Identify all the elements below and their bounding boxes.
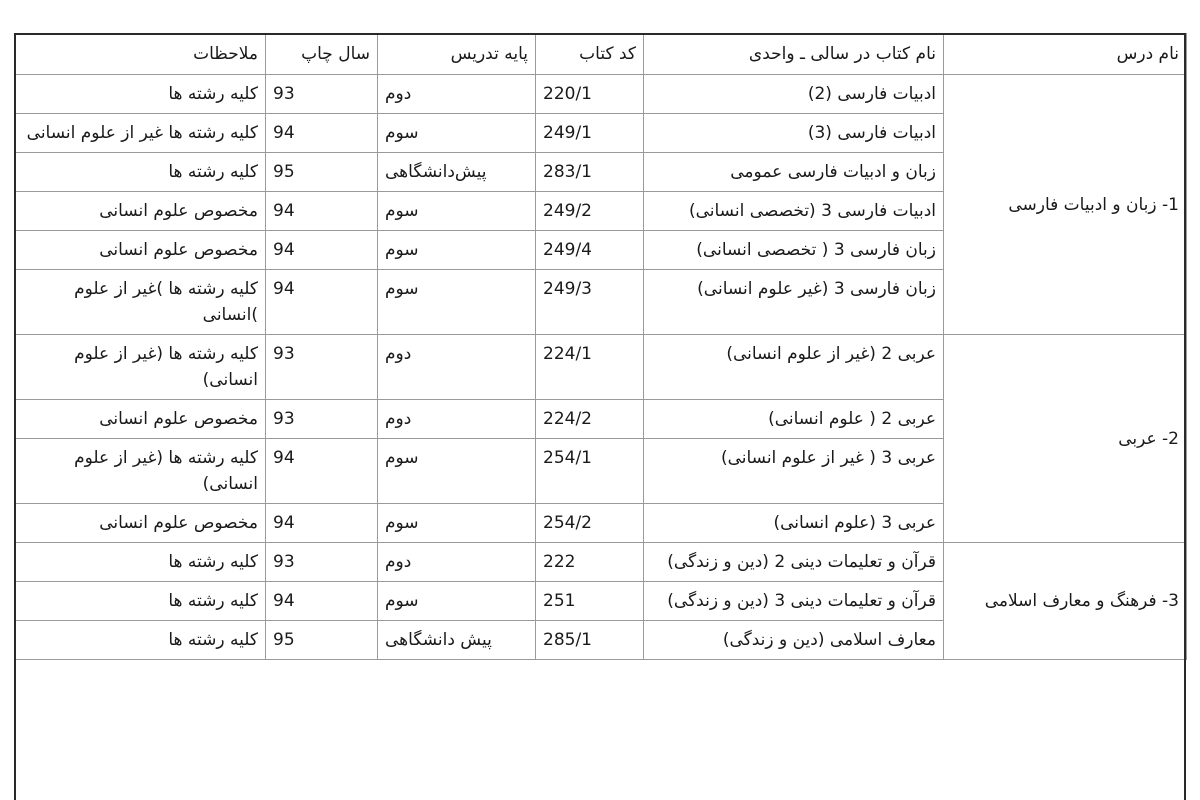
book-name-cell: قرآن و تعلیمات دینی 3 (دین و زندگی) [644, 582, 944, 621]
book-code-cell: 249/4 [536, 231, 644, 270]
book-code-cell: 285/1 [536, 621, 644, 660]
table-row [15, 335, 1187, 400]
grade-cell: دوم [378, 400, 536, 439]
grade-cell: سوم [378, 582, 536, 621]
subject-cell: 3- فرهنگ و معارف اسلامی [944, 543, 1187, 660]
book-name-cell: عربی 2 (غیر از علوم انسانی) [644, 335, 944, 400]
notes-cell: کلیه رشته ها (غیر از علوم انسانی) [15, 335, 266, 400]
notes-cell: کلیه رشته ها [15, 153, 266, 192]
book-name-cell: عربی 2 ( علوم انسانی) [644, 400, 944, 439]
book-name-cell: زبان فارسی 3 ( تخصصی انسانی) [644, 231, 944, 270]
grade-cell: سوم [378, 192, 536, 231]
print-year-cell: 95 [266, 621, 378, 660]
table-body [15, 75, 1187, 660]
header-book-name: نام کتاب در سالی ـ واحدی [644, 34, 944, 75]
book-name-cell: زبان و ادبیات فارسی عمومی [644, 153, 944, 192]
print-year-cell: 93 [266, 400, 378, 439]
book-name-cell: ادبیات فارسی 3 (تخصصی انسانی) [644, 192, 944, 231]
book-code-cell: 254/1 [536, 439, 644, 504]
grade-cell: سوم [378, 114, 536, 153]
header-grade: پایه تدریس [378, 34, 536, 75]
book-code-cell: 249/3 [536, 270, 644, 335]
print-year-cell: 94 [266, 439, 378, 504]
table-row [15, 543, 1187, 582]
notes-cell: کلیه رشته ها [15, 621, 266, 660]
book-name-cell: زبان فارسی 3 (غیر علوم انسانی) [644, 270, 944, 335]
notes-cell: کلیه رشته ها [15, 582, 266, 621]
print-year-cell: 95 [266, 153, 378, 192]
print-year-cell: 94 [266, 231, 378, 270]
book-name-cell: عربی 3 (علوم انسانی) [644, 504, 944, 543]
notes-cell: کلیه رشته ها (غیر از علوم انسانی) [15, 439, 266, 504]
print-year-cell: 93 [266, 75, 378, 114]
book-code-cell: 254/2 [536, 504, 644, 543]
book-code-cell: 251 [536, 582, 644, 621]
header-subject: نام درس [944, 34, 1187, 75]
book-code-cell: 222 [536, 543, 644, 582]
notes-cell: مخصوص علوم انسانی [15, 231, 266, 270]
grade-cell: پیش‌دانشگاهی [378, 153, 536, 192]
print-year-cell: 93 [266, 543, 378, 582]
book-code-cell: 220/1 [536, 75, 644, 114]
notes-cell: کلیه رشته ها )غیر از علوم )انسانی [15, 270, 266, 335]
notes-cell: کلیه رشته ها [15, 75, 266, 114]
subject-cell: 2- عربی [944, 335, 1187, 543]
grade-cell: دوم [378, 335, 536, 400]
notes-cell: مخصوص علوم انسانی [15, 400, 266, 439]
grade-cell: پیش دانشگاهی [378, 621, 536, 660]
grade-cell: دوم [378, 75, 536, 114]
notes-cell: کلیه رشته ها [15, 543, 266, 582]
header-notes: ملاحظات [15, 34, 266, 75]
subject-cell: 1- زبان و ادبیات فارسی [944, 75, 1187, 335]
book-name-cell: عربی 3 ( غیر از علوم انسانی) [644, 439, 944, 504]
grade-cell: سوم [378, 504, 536, 543]
book-code-cell: 283/1 [536, 153, 644, 192]
header-book-code: کد کتاب [536, 34, 644, 75]
print-year-cell: 94 [266, 582, 378, 621]
book-name-cell: قرآن و تعلیمات دینی 2 (دین و زندگی) [644, 543, 944, 582]
print-year-cell: 94 [266, 114, 378, 153]
book-code-cell: 224/2 [536, 400, 644, 439]
book-name-cell: ادبیات فارسی (3) [644, 114, 944, 153]
book-code-cell: 249/1 [536, 114, 644, 153]
grade-cell: دوم [378, 543, 536, 582]
table-row [15, 75, 1187, 114]
notes-cell: مخصوص علوم انسانی [15, 192, 266, 231]
notes-cell: مخصوص علوم انسانی [15, 504, 266, 543]
textbook-table [14, 33, 1187, 660]
book-name-cell: ادبیات فارسی (2) [644, 75, 944, 114]
print-year-cell: 94 [266, 504, 378, 543]
print-year-cell: 94 [266, 192, 378, 231]
grade-cell: سوم [378, 439, 536, 504]
header-print-year: سال چاپ [266, 34, 378, 75]
grade-cell: سوم [378, 231, 536, 270]
book-code-cell: 249/2 [536, 192, 644, 231]
book-name-cell: معارف اسلامی (دین و زندگی) [644, 621, 944, 660]
book-code-cell: 224/1 [536, 335, 644, 400]
table-header-row [15, 34, 1187, 75]
print-year-cell: 93 [266, 335, 378, 400]
grade-cell: سوم [378, 270, 536, 335]
print-year-cell: 94 [266, 270, 378, 335]
notes-cell: کلیه رشته ها غیر از علوم انسانی [15, 114, 266, 153]
